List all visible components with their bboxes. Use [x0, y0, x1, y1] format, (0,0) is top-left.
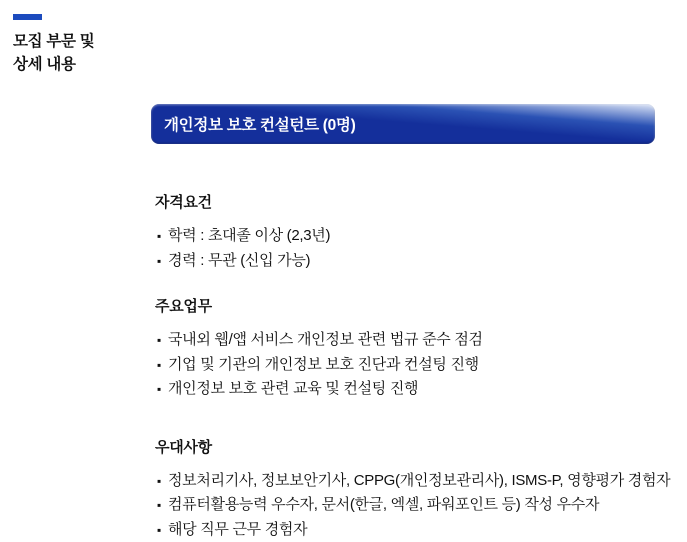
bullet-icon: ▪	[157, 250, 161, 274]
list-item	[157, 224, 687, 249]
list-item-text: 국내외 웹/앱 서비스 개인정보 관련 법규 준수 점검	[168, 328, 483, 352]
bullet-icon: ▪	[157, 225, 161, 249]
section-list	[155, 224, 687, 273]
bullet-icon: ▪	[157, 470, 161, 494]
page-title-line2: 상세 내용	[13, 53, 153, 76]
job-detail-sections	[151, 191, 687, 542]
section-heading: 우대사항	[155, 436, 687, 457]
list-item	[157, 377, 687, 402]
section-heading: 자격요건	[155, 191, 687, 212]
page-title-line1: 모집 부문 및	[13, 30, 153, 53]
section-heading: 주요업무	[155, 295, 687, 316]
section-main-duties	[155, 295, 687, 402]
section-preferred	[155, 436, 687, 542]
bullet-icon: ▪	[157, 519, 161, 542]
section-list	[155, 328, 687, 402]
page-title	[13, 30, 153, 76]
list-item-text: 경력 : 무관 (신입 가능)	[168, 249, 310, 273]
list-item-text: 기업 및 기관의 개인정보 보호 진단과 컨설팅 진행	[168, 353, 479, 377]
list-item	[157, 328, 687, 353]
list-item-text: 해당 직무 근무 경험자	[168, 518, 307, 542]
list-item-text: 컴퓨터활용능력 우수자, 문서(한글, 엑셀, 파워포인트 등) 작성 우수자	[168, 493, 599, 517]
list-item-text: 정보처리기사, 정보보안기사, CPPG(개인정보관리사), ISMS-P, 영향평가 경험자	[168, 469, 670, 493]
job-title: 개인정보 보호 컨설턴트 (0명)	[164, 113, 355, 135]
bullet-icon: ▪	[157, 354, 161, 378]
recruitment-section-label	[13, 14, 153, 76]
bullet-icon: ▪	[157, 329, 161, 353]
list-item	[157, 353, 687, 378]
bullet-icon: ▪	[157, 494, 161, 518]
list-item	[157, 249, 687, 274]
section-list	[155, 469, 687, 542]
section-qualifications	[155, 191, 687, 273]
bullet-icon: ▪	[157, 378, 161, 402]
list-item-text: 학력 : 초대졸 이상 (2,3년)	[168, 224, 330, 248]
job-detail-panel	[151, 104, 687, 542]
list-item-text: 개인정보 보호 관련 교육 및 컨설팅 진행	[168, 377, 418, 401]
list-item	[157, 469, 687, 494]
list-item	[157, 518, 687, 542]
accent-dash-icon	[13, 14, 42, 20]
job-title-bar	[151, 104, 655, 144]
list-item	[157, 493, 687, 518]
